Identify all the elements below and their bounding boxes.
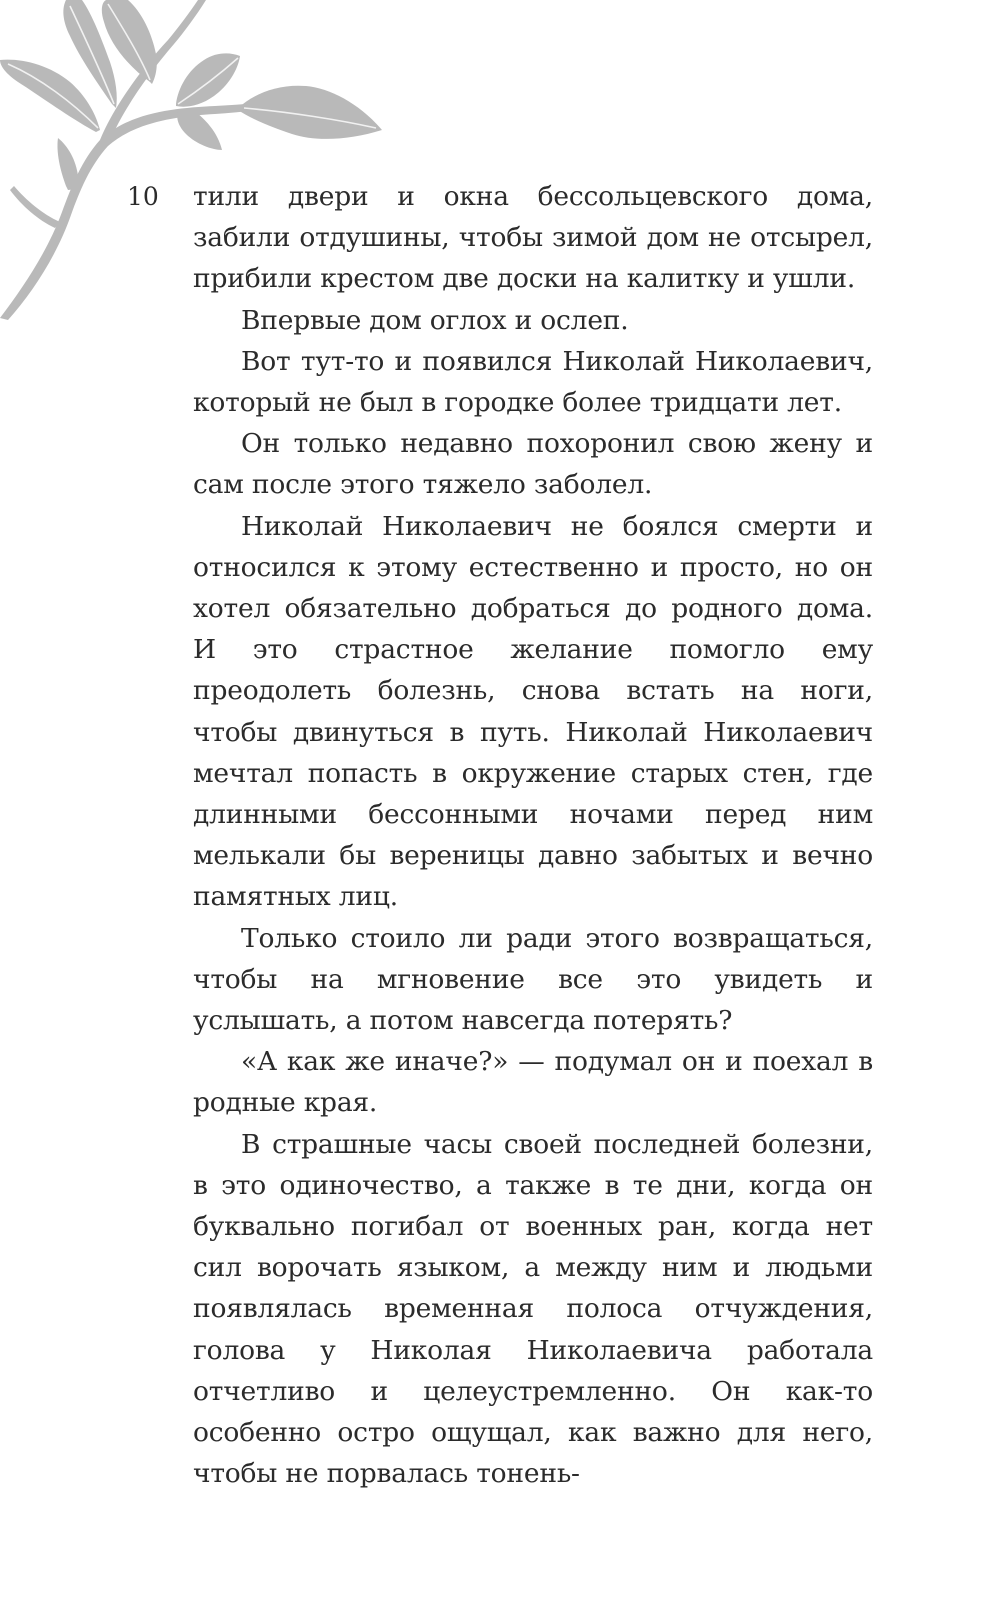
page-number: 10 (127, 182, 159, 211)
paragraph: Он только недавно похоронил свою жену и сам после этого тяжело заболел. (193, 428, 873, 501)
paragraph: тили двери и окна бессольцевского дома, забили отдушины, чтобы зимой дом не отсырел, прибили крестом две доски на калитку и ушли. (193, 181, 873, 295)
paragraph: Николай Николаевич не боялся смерти и относился к этому естественно и просто, но он хотел обязательно добраться до родного дома. И это страстное желание помогло ему преодолеть болезнь, снова встать на ноги, чтобы двинуться в путь. Николай Николаевич мечтал попасть в окружение старых стен, где длинными бессонными ночами перед ним мелькали бы вереницы давно забытых и вечно памятных лиц. (193, 510, 873, 913)
paragraph: Впервые дом оглох и ослеп. (241, 304, 629, 336)
paragraph: В страшные часы своей последней болезни, в это одиночество, а также в те дни, когда он буквально погибал от военных ран, когда нет сил ворочать языком, а между ним и людьми появлялась временная полоса отчуждения, голова у Николая Николаевича работала отчетливо и целеустремленно. Он как-то особенно остро ощущал, как важно для него, чтобы не порвалась тонень- (193, 1128, 873, 1490)
body-text (193, 176, 873, 1495)
paragraph: Вот тут-то и появился Николай Николаевич, который не был в городке более тридцати лет. (193, 345, 873, 419)
paragraph: «А как же иначе?» — подумал он и поехал в родные края. (193, 1046, 873, 1119)
paragraph: Только стоило ли ради этого возвращаться, чтобы на мгновение все это увидеть и услышать, а потом навсегда потерять? (193, 922, 873, 1037)
